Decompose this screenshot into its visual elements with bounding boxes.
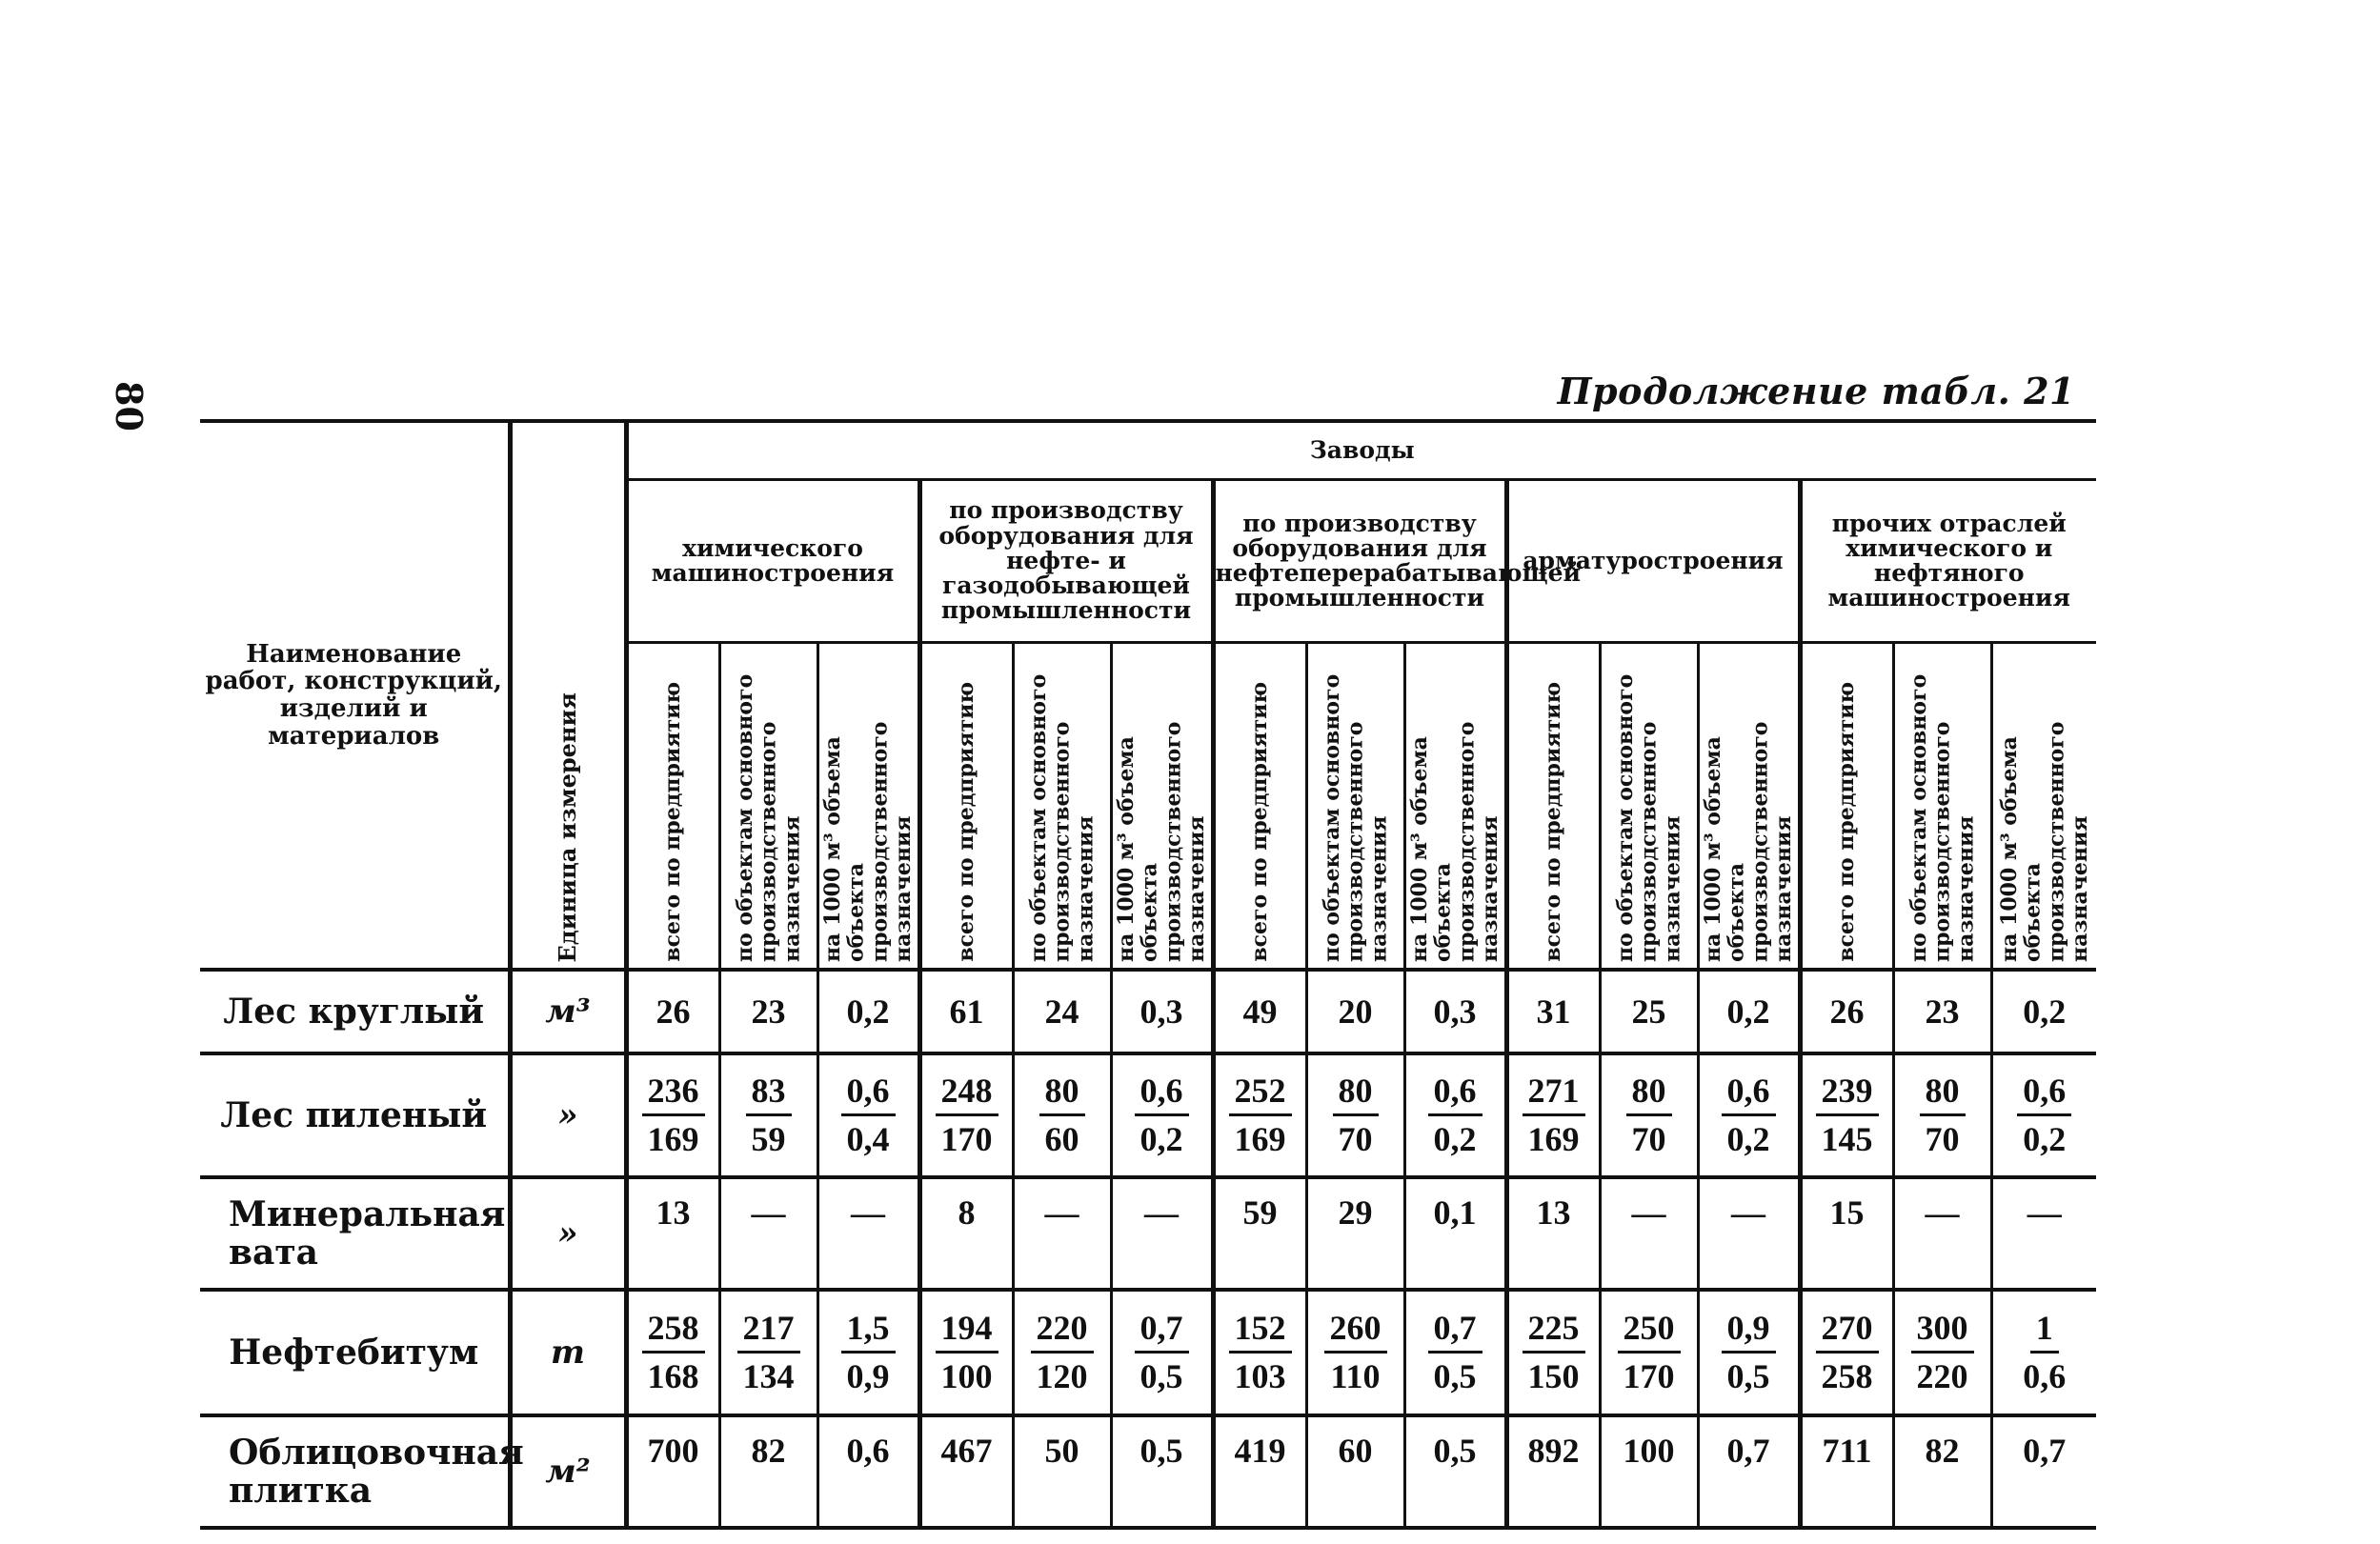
cell-denominator: 100	[940, 1356, 993, 1395]
fraction-cell	[1991, 1053, 2096, 1177]
row-unit: »	[510, 1177, 626, 1290]
data-table	[200, 419, 2096, 1530]
fraction-cell	[1111, 1053, 1213, 1177]
fraction-cell	[1306, 1290, 1404, 1415]
row-name: Минеральная вата	[200, 1177, 510, 1290]
cell-numerator: 217	[737, 1311, 800, 1354]
fraction-cell	[626, 1290, 719, 1415]
row-unit: »	[510, 1053, 626, 1177]
table-row	[200, 1177, 2096, 1290]
value-cell: 0,6	[817, 1415, 919, 1528]
subcolumn-header: на 1000 м³ объема объекта производственного назначения	[1404, 643, 1506, 971]
cell-denominator: 169	[1234, 1119, 1286, 1158]
plants-header: Заводы	[626, 421, 2096, 480]
cell-numerator: 220	[1031, 1311, 1094, 1354]
row-unit: м²	[510, 1415, 626, 1528]
value-cell: —	[1013, 1177, 1111, 1290]
fraction-cell	[1800, 1290, 1893, 1415]
value-cell: 82	[1893, 1415, 1991, 1528]
cell-denominator: 0,9	[846, 1356, 890, 1395]
table-row	[200, 970, 2096, 1053]
cell-denominator: 0,5	[1140, 1356, 1183, 1395]
fraction-cell	[1600, 1290, 1698, 1415]
unit-column-header: Единица измерения	[510, 421, 626, 970]
value-cell: 13	[626, 1177, 719, 1290]
cell-numerator: 83	[746, 1073, 792, 1116]
group-header: прочих отраслей химического и нефтяного машиностроения	[1800, 480, 2096, 643]
value-cell: 50	[1013, 1415, 1111, 1528]
subcolumn-header: по объектам основного производственного назначения	[1013, 643, 1111, 971]
subcolumn-header: всего по предприятию	[919, 643, 1013, 971]
cell-denominator: 0,2	[2023, 1119, 2067, 1158]
table-row	[200, 1415, 2096, 1528]
row-unit: т	[510, 1290, 626, 1415]
value-cell: 100	[1600, 1415, 1698, 1528]
cell-denominator: 70	[1631, 1119, 1666, 1158]
value-cell: 25	[1600, 970, 1698, 1053]
cell-numerator: 80	[1039, 1073, 1085, 1116]
cell-denominator: 60	[1044, 1119, 1079, 1158]
cell-numerator: 0,6	[2017, 1073, 2071, 1116]
cell-numerator: 0,6	[1135, 1073, 1189, 1116]
subcolumn-header: по объектам основного производственного назначения	[1306, 643, 1404, 971]
fraction-cell	[1600, 1053, 1698, 1177]
cell-denominator: 0,2	[1140, 1119, 1183, 1158]
cell-numerator: 300	[1911, 1311, 1974, 1354]
cell-denominator: 103	[1234, 1356, 1286, 1395]
fraction-cell	[1991, 1290, 2096, 1415]
cell-numerator: 248	[936, 1073, 998, 1116]
fraction-cell	[1013, 1053, 1111, 1177]
table-caption: Продолжение табл. 21	[1557, 370, 2075, 412]
value-cell: 24	[1013, 970, 1111, 1053]
value-cell: 0,2	[1698, 970, 1800, 1053]
subcolumn-header: всего по предприятию	[1213, 643, 1306, 971]
cell-denominator: 169	[1527, 1119, 1580, 1158]
fraction-cell	[1506, 1290, 1600, 1415]
value-cell: —	[1698, 1177, 1800, 1290]
value-cell: 0,3	[1404, 970, 1506, 1053]
cell-denominator: 120	[1036, 1356, 1088, 1395]
row-name: Лес круглый	[200, 970, 510, 1053]
cell-denominator: 258	[1821, 1356, 1873, 1395]
cell-denominator: 170	[940, 1119, 993, 1158]
value-cell: 23	[719, 970, 817, 1053]
fraction-cell	[626, 1053, 719, 1177]
fraction-cell	[1306, 1053, 1404, 1177]
cell-denominator: 134	[742, 1356, 795, 1395]
row-name: Облицовочная плитка	[200, 1415, 510, 1528]
cell-numerator: 252	[1229, 1073, 1292, 1116]
fraction-cell	[1506, 1053, 1600, 1177]
value-cell: 31	[1506, 970, 1600, 1053]
cell-numerator: 0,7	[1135, 1311, 1189, 1354]
cell-denominator: 168	[647, 1356, 699, 1395]
value-cell: 15	[1800, 1177, 1893, 1290]
fraction-cell	[1698, 1290, 1800, 1415]
cell-numerator: 236	[642, 1073, 705, 1116]
fraction-cell	[1213, 1053, 1306, 1177]
cell-denominator: 59	[751, 1119, 786, 1158]
cell-denominator: 0,2	[1433, 1119, 1477, 1158]
table-row	[200, 1053, 2096, 1177]
cell-numerator: 0,9	[1722, 1311, 1776, 1354]
cell-numerator: 258	[642, 1311, 705, 1354]
cell-numerator: 225	[1523, 1311, 1585, 1354]
cell-denominator: 70	[1925, 1119, 1960, 1158]
fraction-cell	[817, 1053, 919, 1177]
subcolumn-header: всего по предприятию	[1800, 643, 1893, 971]
cell-numerator: 1	[2030, 1311, 2059, 1354]
cell-numerator: 1,5	[841, 1311, 896, 1354]
page-number: 80	[108, 381, 151, 431]
cell-numerator: 239	[1816, 1073, 1879, 1116]
value-cell: 711	[1800, 1415, 1893, 1528]
row-name: Нефтебитум	[200, 1290, 510, 1415]
subcolumn-header: на 1000 м³ объема объекта производственного назначения	[1991, 643, 2096, 971]
group-header: арматуростроения	[1506, 480, 1800, 643]
row-unit: м³	[510, 970, 626, 1053]
value-cell: 0,7	[1698, 1415, 1800, 1528]
value-cell: 26	[1800, 970, 1893, 1053]
value-cell: 23	[1893, 970, 1991, 1053]
fraction-cell	[817, 1290, 919, 1415]
cell-numerator: 270	[1816, 1311, 1879, 1354]
cell-denominator: 0,5	[1726, 1356, 1770, 1395]
value-cell: 0,3	[1111, 970, 1213, 1053]
cell-denominator: 220	[1916, 1356, 1968, 1395]
value-cell: 82	[719, 1415, 817, 1528]
value-cell: 419	[1213, 1415, 1306, 1528]
cell-denominator: 110	[1330, 1356, 1381, 1395]
cell-numerator: 0,7	[1428, 1311, 1482, 1354]
fraction-cell	[1893, 1290, 1991, 1415]
row-name: Лес пиленый	[200, 1053, 510, 1177]
fraction-cell	[1893, 1053, 1991, 1177]
value-cell: 49	[1213, 970, 1306, 1053]
cell-numerator: 260	[1324, 1311, 1387, 1354]
group-header: по производству оборудования для нефтеперерабатывающей промышленности	[1213, 480, 1506, 643]
subcolumn-header: по объектам основного производственного назначения	[1600, 643, 1698, 971]
subcolumn-header: по объектам основного производственного назначения	[719, 643, 817, 971]
subcolumn-header: по объектам основного производственного назначения	[1893, 643, 1991, 971]
value-cell: —	[719, 1177, 817, 1290]
subcolumn-header: всего по предприятию	[626, 643, 719, 971]
cell-denominator: 169	[647, 1119, 699, 1158]
subcolumn-header: на 1000 м³ объема объекта производственного назначения	[1698, 643, 1800, 971]
fraction-cell	[719, 1053, 817, 1177]
value-cell: 0,5	[1111, 1415, 1213, 1528]
cell-numerator: 80	[1920, 1073, 1966, 1116]
value-cell: 700	[626, 1415, 719, 1528]
cell-numerator: 250	[1618, 1311, 1681, 1354]
value-cell: 892	[1506, 1415, 1600, 1528]
cell-denominator: 0,5	[1433, 1356, 1477, 1395]
fraction-cell	[1800, 1053, 1893, 1177]
value-cell: 0,2	[1991, 970, 2096, 1053]
cell-denominator: 0,2	[1726, 1119, 1770, 1158]
fraction-cell	[1698, 1053, 1800, 1177]
value-cell: 467	[919, 1415, 1013, 1528]
value-cell: 29	[1306, 1177, 1404, 1290]
fraction-cell	[1111, 1290, 1213, 1415]
value-cell: 0,5	[1404, 1415, 1506, 1528]
cell-numerator: 271	[1523, 1073, 1585, 1116]
value-cell: —	[1991, 1177, 2096, 1290]
cell-numerator: 0,6	[841, 1073, 896, 1116]
cell-denominator: 150	[1527, 1356, 1580, 1395]
fraction-cell	[1013, 1290, 1111, 1415]
value-cell: 13	[1506, 1177, 1600, 1290]
subcolumn-header: всего по предприятию	[1506, 643, 1600, 971]
value-cell: 8	[919, 1177, 1013, 1290]
value-cell: —	[1111, 1177, 1213, 1290]
fraction-cell	[1404, 1053, 1506, 1177]
cell-numerator: 0,6	[1722, 1073, 1776, 1116]
cell-numerator: 80	[1626, 1073, 1672, 1116]
value-cell: 0,2	[817, 970, 919, 1053]
fraction-cell	[719, 1290, 817, 1415]
fraction-cell	[919, 1290, 1013, 1415]
value-cell: —	[1600, 1177, 1698, 1290]
value-cell: 0,1	[1404, 1177, 1506, 1290]
value-cell: 61	[919, 970, 1013, 1053]
subcolumn-header: на 1000 м³ объема объекта производственного назначения	[1111, 643, 1213, 971]
table-row	[200, 1290, 2096, 1415]
value-cell: 20	[1306, 970, 1404, 1053]
value-cell: 60	[1306, 1415, 1404, 1528]
value-cell: 26	[626, 970, 719, 1053]
cell-denominator: 170	[1623, 1356, 1675, 1395]
fraction-cell	[1404, 1290, 1506, 1415]
name-column-header: Наименование работ, конструкций, изделий и материалов	[200, 421, 510, 970]
cell-numerator: 194	[936, 1311, 998, 1354]
cell-numerator: 152	[1229, 1311, 1292, 1354]
value-cell: 0,7	[1991, 1415, 2096, 1528]
value-cell: —	[1893, 1177, 1991, 1290]
cell-numerator: 80	[1333, 1073, 1379, 1116]
cell-denominator: 70	[1338, 1119, 1373, 1158]
cell-numerator: 0,6	[1428, 1073, 1482, 1116]
cell-denominator: 145	[1821, 1119, 1873, 1158]
value-cell: —	[817, 1177, 919, 1290]
fraction-cell	[1213, 1290, 1306, 1415]
cell-denominator: 0,4	[846, 1119, 890, 1158]
cell-denominator: 0,6	[2023, 1356, 2067, 1395]
fraction-cell	[919, 1053, 1013, 1177]
group-header: химического машиностроения	[626, 480, 919, 643]
group-header: по производству оборудования для нефте- и газодобывающей промышленности	[919, 480, 1213, 643]
subcolumn-header: на 1000 м³ объема объекта производственного назначения	[817, 643, 919, 971]
value-cell: 59	[1213, 1177, 1306, 1290]
